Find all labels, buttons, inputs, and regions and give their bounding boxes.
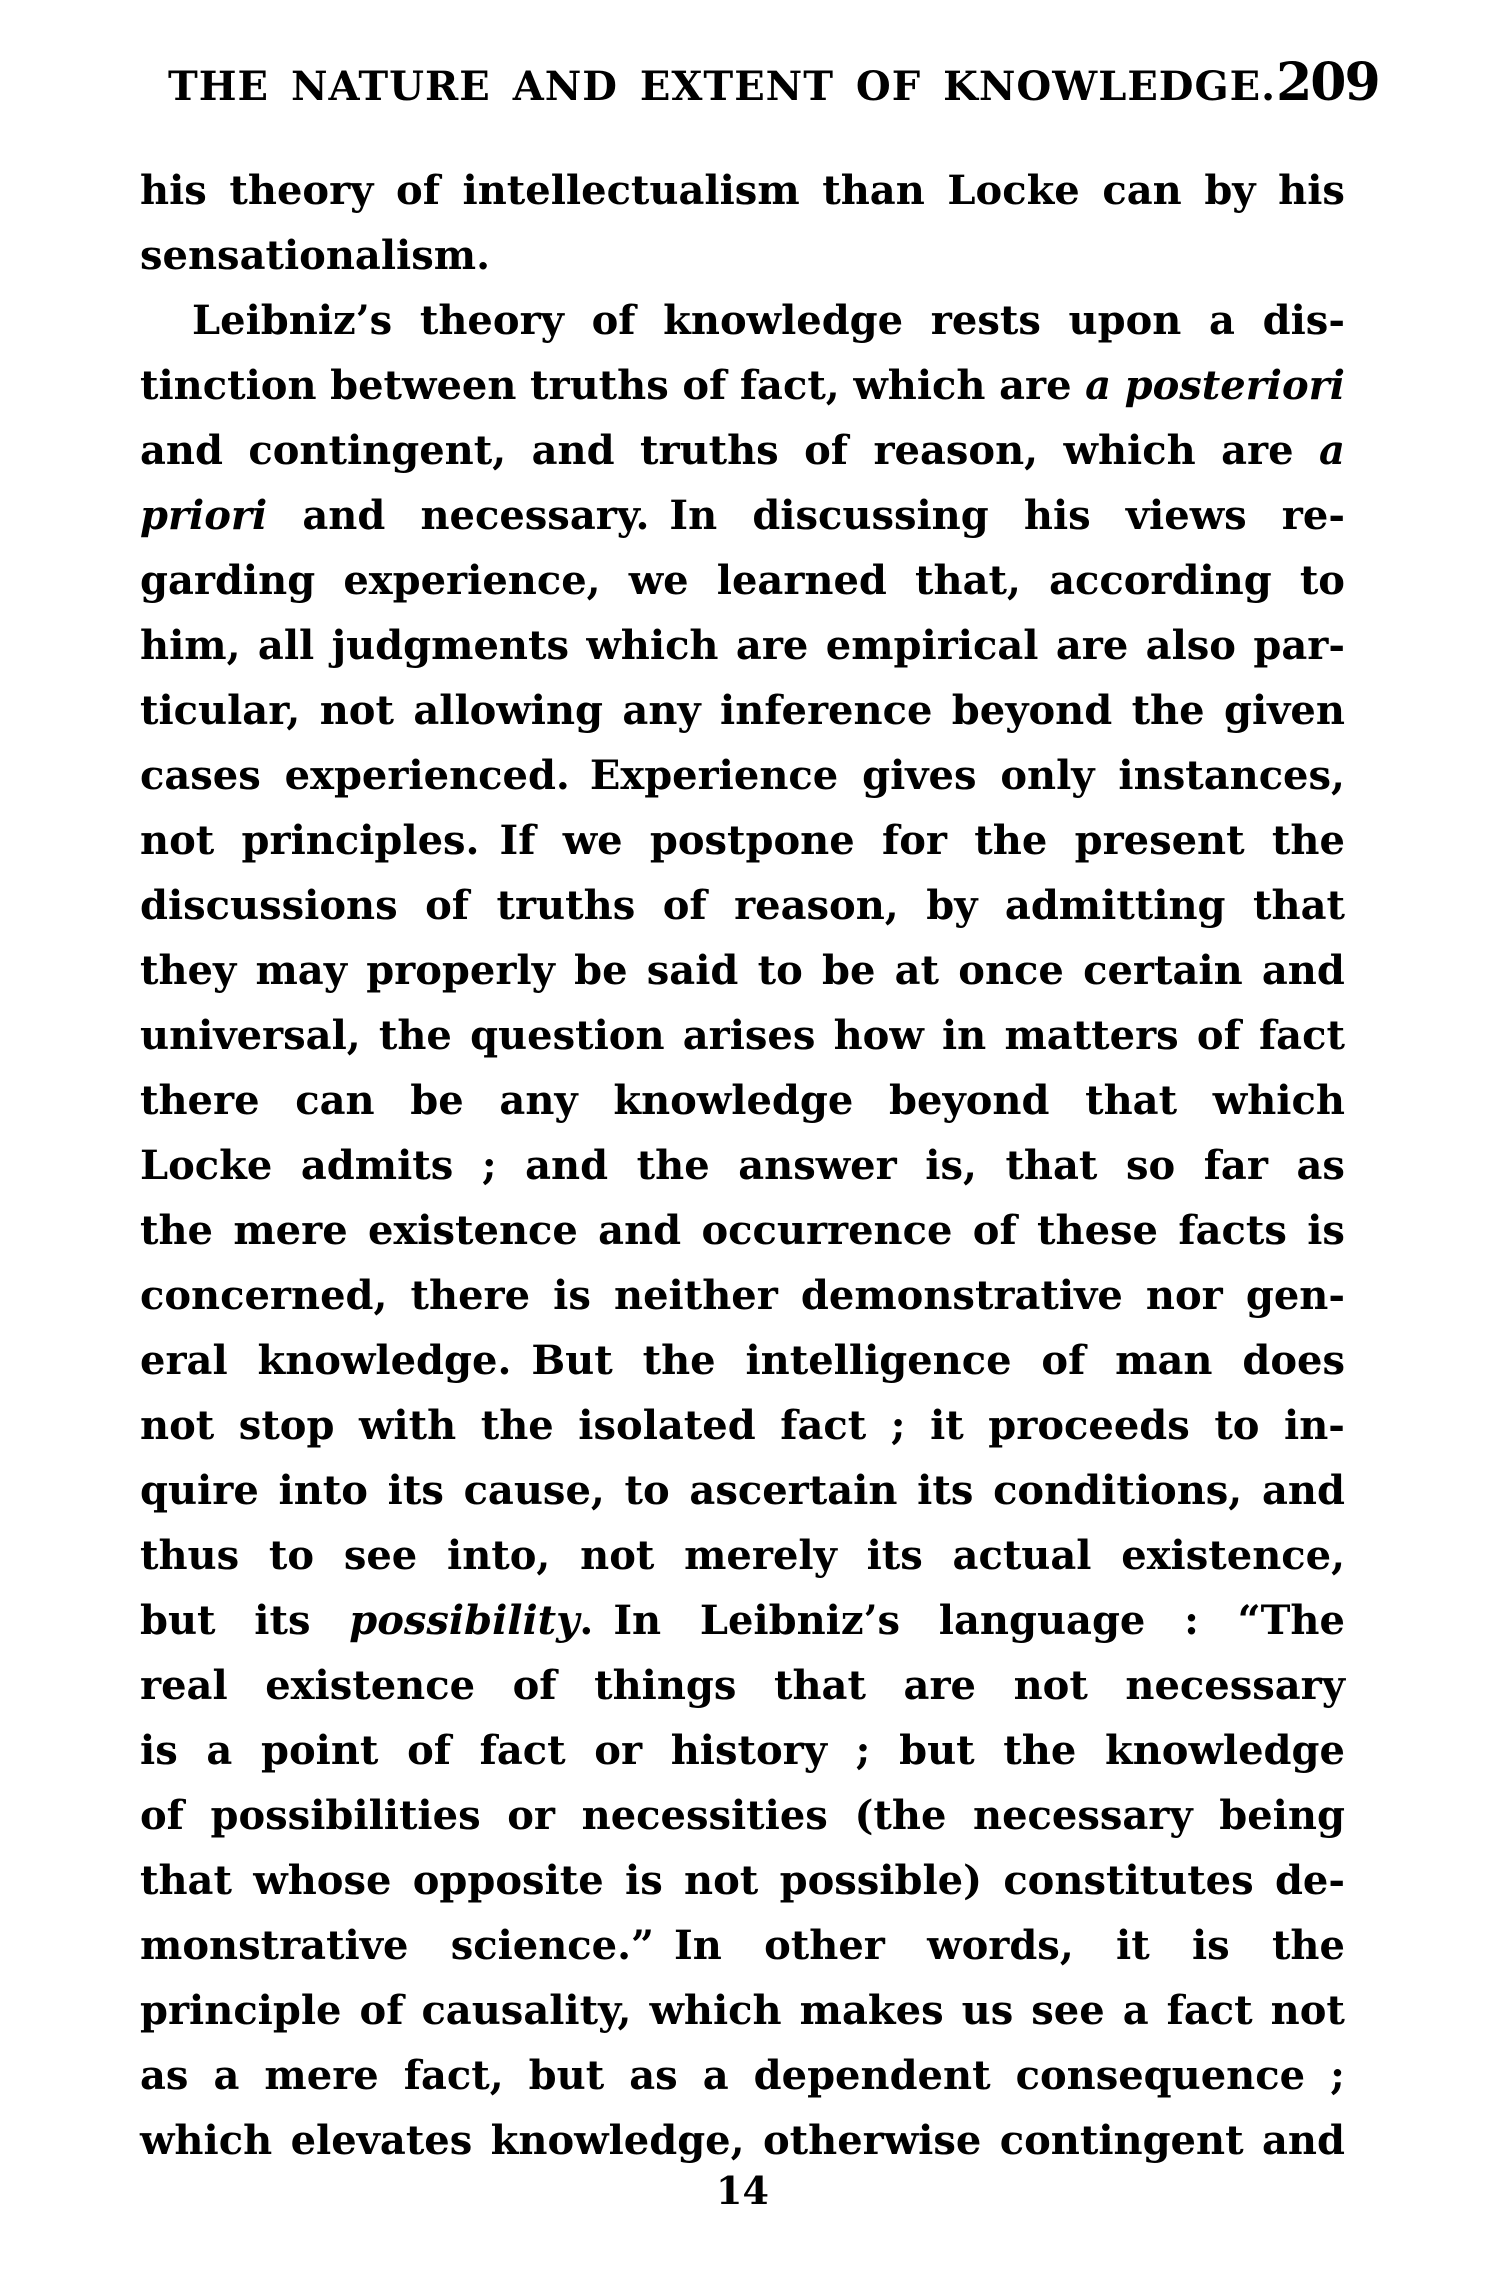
text-line <box>140 873 1345 938</box>
word: fact, <box>403 2052 504 2099</box>
word: constitutes <box>1003 1857 1254 1904</box>
word: not <box>319 687 394 734</box>
word: by <box>1204 167 1256 214</box>
word: proceeds <box>988 1402 1190 1449</box>
text-line <box>140 938 1345 1003</box>
word: for <box>882 817 947 864</box>
word: rests <box>930 297 1041 344</box>
word: are <box>903 1662 976 1709</box>
word: knowledge <box>613 1077 854 1124</box>
word: makes <box>799 1987 944 2034</box>
word: which <box>853 362 986 409</box>
word: or <box>594 1727 643 1774</box>
word: into <box>278 1467 368 1514</box>
word: admitting <box>1004 882 1226 929</box>
word: to <box>1214 1402 1260 1449</box>
word: that <box>1253 882 1345 929</box>
word: once <box>958 947 1064 994</box>
word: is <box>1191 1922 1230 1969</box>
word: fact <box>1166 1987 1253 2034</box>
word: which <box>1212 1077 1345 1124</box>
word: things <box>594 1662 737 1709</box>
text-line <box>140 548 1345 613</box>
page-number: 209 <box>1276 52 1379 113</box>
word: its <box>387 1467 444 1514</box>
word: the <box>974 817 1048 864</box>
word: and <box>140 427 223 474</box>
word: we <box>562 817 623 864</box>
word: necessary. In <box>420 492 718 539</box>
word: with <box>359 1402 457 1449</box>
word: discussing <box>752 492 989 539</box>
word: mere <box>264 2052 379 2099</box>
word: and <box>525 1142 609 1189</box>
word: existence <box>368 1207 578 1254</box>
word: ; <box>481 1142 497 1189</box>
text-line <box>140 483 1345 548</box>
word: being <box>1219 1792 1345 1839</box>
word: “The <box>1237 1597 1345 1644</box>
text-line <box>140 1068 1345 1133</box>
text-line <box>140 353 1345 418</box>
word: or <box>507 1792 555 1839</box>
text-line <box>140 678 1345 743</box>
word: allowing <box>413 687 604 734</box>
word: contingent, <box>248 427 507 474</box>
word: possibility. In <box>349 1597 662 1644</box>
word: according <box>1049 557 1272 604</box>
word: occurrence <box>701 1207 953 1254</box>
text-line <box>140 1783 1345 1848</box>
word: be <box>410 1077 464 1124</box>
word: between <box>330 362 517 409</box>
word: admits <box>300 1142 454 1189</box>
word: that <box>1085 1077 1178 1124</box>
word: fact <box>479 1727 566 1774</box>
word: as <box>629 2052 678 2099</box>
word: instances, <box>1118 752 1345 799</box>
word: as <box>1296 1142 1345 1189</box>
text-line <box>140 1393 1345 1458</box>
word: only <box>1000 752 1095 799</box>
word: given <box>1223 687 1345 734</box>
word: his <box>140 167 207 214</box>
word: garding <box>140 557 316 604</box>
word: eral <box>140 1337 228 1384</box>
word: the <box>480 1402 554 1449</box>
word: necessities <box>581 1792 828 1839</box>
word: a <box>1122 1987 1149 2034</box>
word: fact, <box>739 362 840 409</box>
word: him, <box>140 622 241 669</box>
word: a <box>206 1727 233 1774</box>
word: but <box>528 2052 605 2099</box>
word: answer <box>738 1142 897 1189</box>
word: matters <box>1004 1012 1179 1059</box>
word: fact <box>1258 1012 1345 1059</box>
word: existence <box>265 1662 476 1709</box>
word: cases <box>140 752 261 799</box>
word: and <box>1261 1467 1345 1514</box>
word: de- <box>1274 1857 1345 1904</box>
word: its <box>254 1597 311 1644</box>
text-line <box>140 1588 1345 1653</box>
word: a <box>213 2052 240 2099</box>
text-line <box>140 1653 1345 1718</box>
word: any <box>499 1077 578 1124</box>
word: the <box>1003 1727 1077 1774</box>
word: knowledge <box>1104 1727 1345 1774</box>
word: dis- <box>1262 297 1345 344</box>
text-line <box>140 613 1345 678</box>
word: the <box>636 1142 710 1189</box>
word: that, <box>915 557 1021 604</box>
word: knowledge, <box>490 2117 745 2164</box>
word: posteriori <box>1124 362 1345 409</box>
text-line <box>140 223 1345 288</box>
word: is <box>1307 1207 1345 1254</box>
word: the <box>1131 687 1205 734</box>
word: the <box>642 1337 716 1384</box>
word: and <box>598 1207 682 1254</box>
word: monstrative <box>140 1922 409 1969</box>
word: there <box>410 1272 531 1319</box>
word: can <box>295 1077 375 1124</box>
word: reason, <box>734 882 899 929</box>
word: of <box>1196 1012 1241 1059</box>
word: that <box>774 1662 866 1709</box>
word: (the <box>854 1792 947 1839</box>
word: judgments <box>331 622 569 669</box>
word: the <box>1271 817 1345 864</box>
word: that <box>1005 1142 1098 1189</box>
word: concerned, <box>140 1272 388 1319</box>
word: beyond <box>951 687 1113 734</box>
word: beyond <box>889 1077 1050 1124</box>
word: that <box>140 1857 232 1904</box>
word: empirical <box>825 622 1039 669</box>
word: science.” In <box>450 1922 722 1969</box>
word: principle <box>140 1987 342 2034</box>
word: and <box>1261 2117 1345 2164</box>
word: gives <box>862 752 977 799</box>
word: theory <box>229 167 374 214</box>
word: of <box>140 1792 184 1839</box>
word: as <box>140 2052 189 2099</box>
word: than <box>822 167 925 214</box>
word: stop <box>238 1402 335 1449</box>
word: so <box>1125 1142 1176 1189</box>
word: knowledge <box>663 297 904 344</box>
signature-mark: 14 <box>716 2168 769 2213</box>
word: they <box>140 947 237 994</box>
word: also <box>1145 622 1236 669</box>
word: point <box>260 1727 379 1774</box>
word: learned <box>716 557 887 604</box>
word: possible) <box>779 1857 983 1904</box>
running-header-title: THE NATURE AND EXTENT OF KNOWLEDGE. <box>168 63 1277 110</box>
word: we <box>628 557 689 604</box>
word: knowledge. But <box>257 1337 613 1384</box>
word: any <box>622 687 701 734</box>
word: consequence <box>1015 2052 1306 2099</box>
text-line <box>140 1263 1345 1328</box>
word: these <box>1037 1207 1159 1254</box>
word: said <box>646 947 739 994</box>
word: Leibniz’s <box>192 297 393 344</box>
word: intellectualism <box>462 167 800 214</box>
running-header <box>140 52 1379 113</box>
word: it <box>1116 1922 1150 1969</box>
word: truths <box>496 882 636 929</box>
text-line <box>140 158 1345 223</box>
word: all <box>257 622 315 669</box>
word: quire <box>140 1467 259 1514</box>
text-line <box>140 1133 1345 1198</box>
word: at <box>894 947 940 994</box>
text-line <box>140 743 1345 808</box>
word: of <box>425 882 470 929</box>
word: real <box>140 1662 228 1709</box>
word: not <box>1270 1987 1345 2034</box>
word: but <box>140 1597 216 1644</box>
word: not <box>684 1857 759 1904</box>
word: words, <box>927 1922 1074 1969</box>
word: to <box>624 1467 670 1514</box>
word: is, <box>925 1142 977 1189</box>
word: properly <box>366 947 555 994</box>
word: existence, <box>1121 1532 1345 1579</box>
word: actual <box>952 1532 1092 1579</box>
word: ; <box>855 1727 871 1774</box>
word: inference <box>720 687 933 734</box>
word: not <box>580 1532 655 1579</box>
signature-line <box>140 2158 1345 2223</box>
word: of <box>591 297 636 344</box>
word: of <box>804 427 849 474</box>
word: which <box>586 622 719 669</box>
word: question <box>470 1012 665 1059</box>
word: to <box>1299 557 1345 604</box>
word: and <box>531 427 615 474</box>
word: is <box>625 1857 663 1904</box>
word: a <box>1209 297 1235 344</box>
word: re- <box>1281 492 1345 539</box>
word: in- <box>1284 1402 1345 1449</box>
word: present <box>1074 817 1245 864</box>
text-line <box>140 418 1345 483</box>
word: sensationalism. <box>140 232 490 279</box>
word: not <box>140 1402 215 1449</box>
word: are <box>735 622 809 669</box>
word: Leibniz’s <box>699 1597 901 1644</box>
word: of <box>359 1987 404 2034</box>
word: to <box>757 947 803 994</box>
word: merely <box>684 1532 837 1579</box>
word: Locke <box>140 1142 273 1189</box>
word: ticular, <box>140 687 301 734</box>
word: whose <box>253 1857 392 1904</box>
word: principles. If <box>241 817 536 864</box>
word: arises <box>682 1012 816 1059</box>
word: of <box>662 882 707 929</box>
word: a <box>1318 427 1345 474</box>
word: ascertain <box>689 1467 898 1514</box>
word: reason, <box>873 427 1039 474</box>
word: be <box>821 947 876 994</box>
word: not <box>1013 1662 1088 1709</box>
word: of <box>1041 1337 1086 1384</box>
text-line <box>140 1328 1345 1393</box>
word: conditions, <box>993 1467 1243 1514</box>
word: opposite <box>412 1857 604 1904</box>
word: us <box>961 1987 1014 2034</box>
word: tinction <box>140 362 317 409</box>
word: elevates <box>290 2117 473 2164</box>
word: there <box>140 1077 260 1124</box>
word: necessary <box>1125 1662 1345 1709</box>
text-line <box>140 1003 1345 1068</box>
word: be <box>574 947 628 994</box>
word: by <box>926 882 978 929</box>
word: of <box>682 362 727 409</box>
word: views <box>1125 492 1247 539</box>
word: of <box>407 1727 451 1774</box>
word: does <box>1242 1337 1345 1384</box>
word: nor <box>1145 1272 1223 1319</box>
text-line <box>140 1913 1345 1978</box>
text-line <box>140 2043 1345 2108</box>
word: gen- <box>1245 1272 1345 1319</box>
word: language <box>938 1597 1146 1644</box>
word: ; <box>890 1402 906 1449</box>
word: not <box>140 817 215 864</box>
text-line <box>140 1978 1345 2043</box>
word: a <box>702 2052 729 2099</box>
word: necessary <box>973 1792 1193 1839</box>
word: discussions <box>140 882 398 929</box>
word: see <box>343 1532 418 1579</box>
word: and <box>302 492 386 539</box>
word: its <box>866 1532 923 1579</box>
word: the <box>1271 1922 1345 1969</box>
word: truths <box>530 362 669 409</box>
text-line <box>140 1718 1345 1783</box>
word: can <box>1102 167 1182 214</box>
word: which <box>649 1987 782 2034</box>
word: Locke <box>947 167 1080 214</box>
word: of <box>972 1207 1017 1254</box>
word: dependent <box>753 2052 991 2099</box>
word: truths <box>639 427 779 474</box>
word: see <box>1031 1987 1105 2034</box>
word: a <box>1085 362 1112 409</box>
word: experienced. Experience <box>284 752 839 799</box>
text-line <box>140 1198 1345 1263</box>
word: theory <box>419 297 564 344</box>
word: is <box>140 1727 178 1774</box>
word: is <box>553 1272 591 1319</box>
word: his <box>1023 492 1091 539</box>
word: in <box>941 1012 987 1059</box>
word: other <box>764 1922 885 1969</box>
word: it <box>930 1402 964 1449</box>
word: ; <box>1330 2052 1345 2099</box>
text-line <box>140 288 1345 353</box>
word: but <box>899 1727 975 1774</box>
word: its <box>917 1467 974 1514</box>
word: postpone <box>649 817 855 864</box>
body-text <box>140 158 1345 2173</box>
word: are <box>1221 427 1294 474</box>
word: his <box>1278 167 1345 214</box>
word: priori <box>140 492 268 539</box>
word: par- <box>1253 622 1345 669</box>
word: which <box>140 2117 273 2164</box>
word: contingent <box>999 2117 1244 2164</box>
word: experience, <box>343 557 601 604</box>
word: possibilities <box>210 1792 481 1839</box>
word: history <box>670 1727 827 1774</box>
text-line <box>140 1848 1345 1913</box>
word: isolated <box>578 1402 756 1449</box>
word: otherwise <box>762 2117 982 2164</box>
text-line <box>140 1458 1345 1523</box>
word: man <box>1115 1337 1213 1384</box>
word: into, <box>447 1532 551 1579</box>
word: universal, <box>140 1012 361 1059</box>
word: thus <box>140 1532 240 1579</box>
word: the <box>140 1207 214 1254</box>
word: intelligence <box>745 1337 1012 1384</box>
word: how <box>833 1012 924 1059</box>
word: facts <box>1178 1207 1287 1254</box>
word: of <box>396 167 440 214</box>
word: : <box>1184 1597 1199 1644</box>
word: mere <box>233 1207 348 1254</box>
word: upon <box>1068 297 1182 344</box>
word: the <box>378 1012 452 1059</box>
word: cause, <box>463 1467 605 1514</box>
word: neither <box>614 1272 778 1319</box>
word: far <box>1203 1142 1268 1189</box>
word: and <box>1261 947 1345 994</box>
text-line <box>140 808 1345 873</box>
word: demonstrative <box>800 1272 1123 1319</box>
word: which <box>1063 427 1196 474</box>
text-line <box>140 1523 1345 1588</box>
word: may <box>255 947 347 994</box>
word: of <box>512 1662 557 1709</box>
word: to <box>268 1532 315 1579</box>
word: are <box>1055 622 1129 669</box>
word: are <box>999 362 1072 409</box>
word: fact <box>780 1402 867 1449</box>
word: certain <box>1083 947 1243 994</box>
word: causality, <box>421 1987 632 2034</box>
